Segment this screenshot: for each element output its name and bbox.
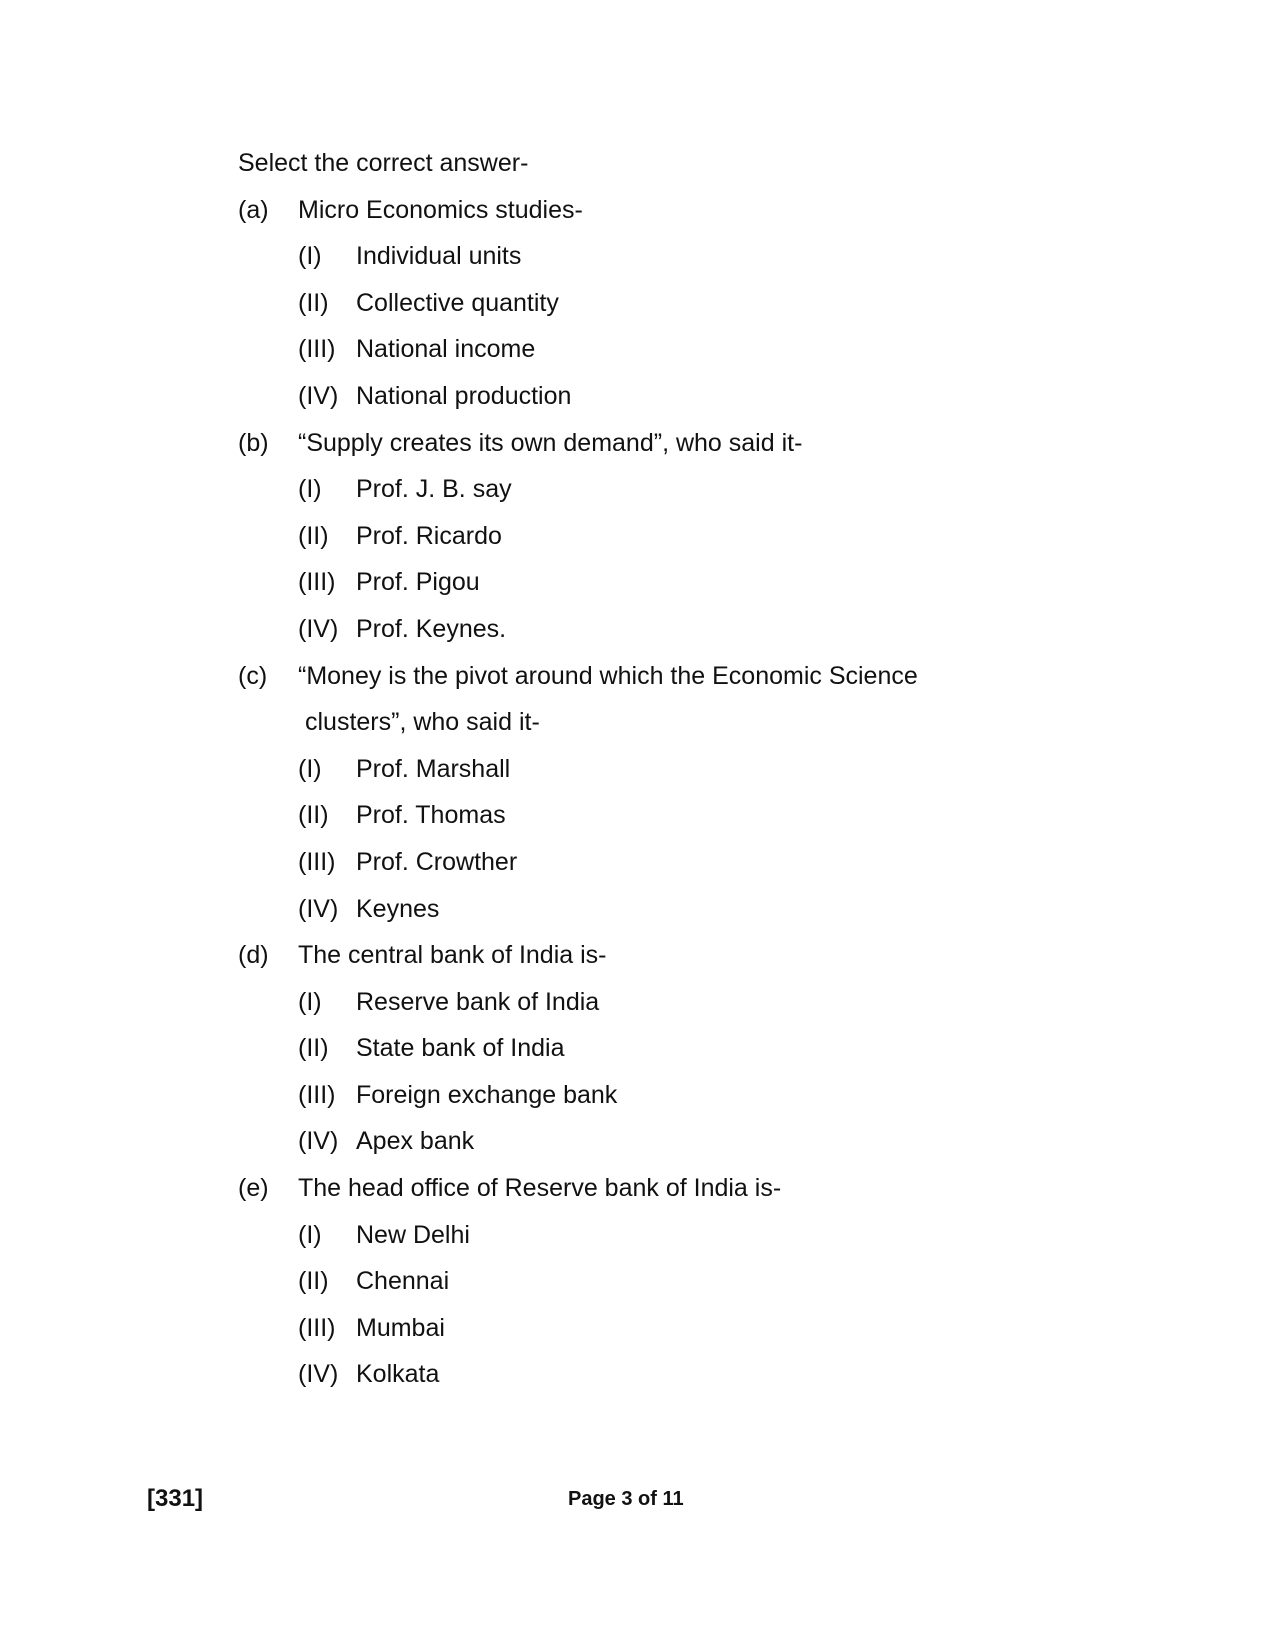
question-label: (b) (238, 428, 269, 457)
question-label: (a) (238, 195, 269, 224)
option-d-2 (238, 1025, 1138, 1072)
option-d-4 (238, 1118, 1138, 1165)
option-c-2 (238, 792, 1138, 839)
option-label: (I) (298, 242, 322, 271)
question-label: (c) (238, 661, 268, 690)
option-text: Keynes (356, 894, 440, 923)
option-label: (II) (298, 288, 329, 317)
option-label: (II) (298, 1034, 329, 1063)
question-text: “Supply creates its own demand”, who said it- (298, 428, 803, 457)
question-text: The head office of Reserve bank of India is- (298, 1174, 782, 1203)
option-e-1 (238, 1212, 1138, 1259)
option-c-3 (238, 839, 1138, 886)
option-text: Mumbai (356, 1313, 445, 1342)
option-text: Chennai (356, 1267, 450, 1296)
option-label: (I) (298, 475, 322, 504)
option-label: (II) (298, 1267, 329, 1296)
question-text: The central bank of India is- (298, 941, 607, 970)
question-text: “Money is the pivot around which the Economic Science (298, 661, 918, 690)
option-text: Collective quantity (356, 288, 559, 317)
option-label: (III) (298, 1313, 336, 1342)
option-text: Apex bank (356, 1127, 475, 1156)
question-text-continuation: clusters”, who said it- (305, 708, 540, 737)
option-a-3 (238, 326, 1138, 373)
question-block (238, 140, 1138, 1398)
option-text: Kolkata (356, 1360, 440, 1389)
option-text: Individual units (356, 242, 522, 271)
option-text: Reserve bank of India (356, 987, 600, 1016)
option-text: National production (356, 381, 572, 410)
option-text: State bank of India (356, 1034, 565, 1063)
option-text: Prof. Pigou (356, 568, 480, 597)
option-label: (III) (298, 335, 336, 364)
option-a-2 (238, 280, 1138, 327)
option-text: New Delhi (356, 1220, 470, 1249)
option-label: (IV) (298, 894, 339, 923)
option-label: (III) (298, 1080, 336, 1109)
option-label: (IV) (298, 1360, 339, 1389)
option-label: (IV) (298, 1127, 339, 1156)
paper-code: [331] (147, 1485, 204, 1512)
option-text: Prof. Keynes. (356, 614, 507, 643)
question-c-continuation (238, 699, 1138, 746)
option-b-3 (238, 559, 1138, 606)
option-label: (II) (298, 801, 329, 830)
option-b-4 (238, 606, 1138, 653)
option-label: (I) (298, 987, 322, 1016)
question-a (238, 187, 1138, 234)
question-text: Micro Economics studies- (298, 195, 583, 224)
option-text: Foreign exchange bank (356, 1080, 618, 1109)
option-text: Prof. J. B. say (356, 475, 512, 504)
option-text: Prof. Marshall (356, 754, 511, 783)
question-c (238, 653, 1138, 700)
option-label: (I) (298, 754, 322, 783)
option-label: (I) (298, 1220, 322, 1249)
question-e (238, 1165, 1138, 1212)
option-a-4 (238, 373, 1138, 420)
option-d-1 (238, 979, 1138, 1026)
option-b-2 (238, 513, 1138, 560)
question-label: (e) (238, 1174, 269, 1203)
option-text: Prof. Crowther (356, 847, 518, 876)
question-b (238, 420, 1138, 467)
page-number: Page 3 of 11 (568, 1488, 684, 1510)
option-e-2 (238, 1258, 1138, 1305)
option-b-1 (238, 466, 1138, 513)
instruction: Select the correct answer- (238, 149, 529, 177)
question-d (238, 932, 1138, 979)
option-c-1 (238, 746, 1138, 793)
option-text: Prof. Thomas (356, 801, 506, 830)
option-label: (III) (298, 568, 336, 597)
option-label: (IV) (298, 614, 339, 643)
option-text: National income (356, 335, 536, 364)
option-label: (II) (298, 521, 329, 550)
option-e-3 (238, 1305, 1138, 1352)
option-label: (IV) (298, 381, 339, 410)
option-d-3 (238, 1072, 1138, 1119)
option-label: (III) (298, 847, 336, 876)
option-a-1 (238, 233, 1138, 280)
option-c-4 (238, 886, 1138, 933)
question-label: (d) (238, 941, 269, 970)
option-e-4 (238, 1351, 1138, 1398)
option-text: Prof. Ricardo (356, 521, 502, 550)
